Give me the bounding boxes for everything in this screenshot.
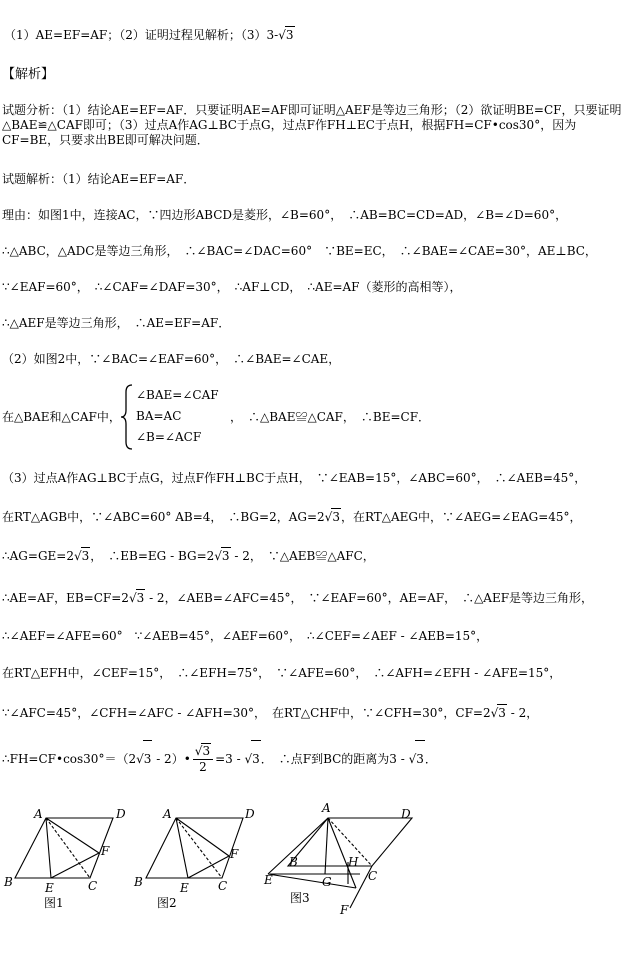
solution-line-1: 试题解析：（1）结论AE=EF=AF． (2, 172, 196, 186)
sqrt-radicand: 3 (332, 510, 340, 524)
answer-part2: （2）证明过程见解析； (119, 28, 241, 42)
solution-line-10 (2, 547, 375, 564)
solution-line-11 (2, 589, 593, 606)
line14-text-a: ∵∠AFC=45°，∠CFH=∠AFC - ∠AFH=30°， 在RT△CHF中，∵∠CFH=30°，CF=2 (2, 706, 491, 720)
line15-text-a: ∴FH=CF•cos30°＝（2 (2, 752, 137, 766)
answer-part3: （3）3- (240, 28, 279, 42)
sqrt-radicand: 3 (498, 706, 506, 720)
sqrt-radicand: 3 (251, 740, 261, 777)
fig2-caption: 图2 (157, 896, 177, 910)
line11-text-b: - 2，∠AEB=∠AFC=45°， ∵∠EAF=60°，AE=AF， ∴△AEF是等边三角形， (145, 591, 594, 605)
sqrt-radicand: 3 (415, 740, 425, 777)
fig2-label-C: C (218, 879, 228, 893)
fig1-label-A: A (34, 807, 43, 821)
line15-text-e: ． (424, 752, 437, 766)
solution-line-2: 理由：如图1中，连接AC，∵四边形ABCD是菱形，∠B=60°， ∴AB=BC=CD=AD，∠B=∠D=60°， (2, 208, 568, 222)
geometry-figures (0, 796, 630, 921)
section-heading: 【解析】 (2, 67, 55, 82)
sqrt-sign: √ (324, 510, 333, 524)
fig1-label-C: C (88, 879, 98, 893)
fig1-label-F: F (101, 844, 110, 858)
figure-1 (15, 818, 113, 878)
condition-2: BA=AC (136, 409, 182, 423)
condition-3: ∠B=∠ACF (136, 430, 202, 444)
sqrt-radicand: 3 (285, 28, 294, 42)
line15-text-c: =3 - (215, 752, 245, 766)
solution-line-4: ∵∠EAF=60°， ∴∠CAF=∠DAF=30°， ∴AF⊥CD， ∴AE=AF（菱形的高相等）， (2, 280, 462, 294)
solution-line-6: （2）如图2中，∵∠BAC=∠EAF=60°， ∴∠BAE=∠CAE， (2, 352, 341, 366)
system-conditions (136, 385, 219, 448)
line9-text-b: ，在RT△AEG中，∵∠AEG=∠EAG=45°， (340, 510, 582, 524)
sqrt-sign: √ (128, 591, 137, 605)
fig3-label-B: B (289, 855, 298, 869)
sqrt-radicand: 3 (136, 591, 145, 605)
solution-line-15 (2, 740, 437, 777)
sqrt-sign: √ (194, 744, 203, 758)
fraction (193, 744, 213, 775)
fig3-label-F: F (340, 903, 349, 917)
sqrt-radicand: 3 (81, 549, 90, 563)
fig2-label-A: A (163, 807, 172, 821)
line10-text-b: ， ∴EB=EG - BG=2 (90, 549, 215, 563)
fraction-denominator: 2 (199, 760, 207, 774)
system-conclusion: ， ∴△BAE≌△CAF， ∴BE=CF． (230, 410, 431, 424)
line10-text-c: - 2， ∵△AEB≌△AFC， (230, 549, 375, 563)
left-brace-icon (120, 384, 134, 450)
fig2-label-D: D (245, 807, 255, 821)
sqrt-radicand: 3 (143, 740, 153, 777)
line9-text-a: 在RT△AGB中，∵∠ABC=60° AB=4， ∴BG=2，AG=2 (2, 510, 325, 524)
fig2-label-B: B (134, 875, 143, 889)
fraction-numerator: 3 (202, 744, 211, 758)
line15-text-d: ． ∴点F到BC的距离为3 - (260, 752, 409, 766)
line11-text-a: ∴AE=AF，EB=CF=2 (2, 591, 129, 605)
solution-line-13: 在RT△EFH中，∠CEF=15°， ∴∠EFH=75°， ∵∠AFE=60°， ∴∠AFH=∠EFH - ∠AFE=15°， (2, 666, 562, 680)
fig3-label-D: D (401, 807, 411, 821)
fig2-label-F: F (230, 847, 239, 861)
solution-line-3: ∴△ABC，△ADC是等边三角形， ∴∠BAC=∠DAC=60° ∵BE=EC， ∴∠BAE=∠CAE=30°，AE⊥BC， (2, 244, 597, 258)
sqrt-sign: √ (73, 549, 82, 563)
solution-line-9 (2, 508, 582, 525)
fig1-label-B: B (4, 875, 13, 889)
sqrt-sign: √ (136, 752, 144, 766)
fig1-label-D: D (116, 807, 126, 821)
solution-line-5: ∴△AEF是等边三角形， ∴AE=EF=AF． (2, 316, 231, 330)
fig1-caption: 图1 (44, 896, 64, 910)
fig3-caption: 图3 (290, 891, 310, 905)
figure-2 (146, 818, 243, 878)
sqrt-sign: √ (214, 549, 222, 563)
sqrt-sign: √ (490, 706, 499, 720)
sqrt-sign: √ (244, 752, 253, 766)
analysis-paragraph: 试题分析：（1）结论AE=EF=AF．只要证明AE=AF即可证明△AEF是等边三角形；（2）欲证明BE=CF，只要证明△BAE≌△CAF即可；（3）过点A作AG⊥BC于点G，过点F作FH⊥EC于点H，根据FH=CF•cos30°，因为CF=BE，只要求出BE即可解决问题． (2, 103, 622, 147)
fig3-label-H: H (348, 855, 359, 869)
solution-line-12: ∴∠AEF=∠AFE=60° ∵∠AEB=45°，∠AEF=60°， ∴∠CEF=∠AEF - ∠AEB=15°， (2, 629, 489, 643)
answer-part1: （1）AE=EF=AF； (4, 28, 120, 42)
fig3-label-G: G (322, 875, 332, 889)
fig3-label-E: E (264, 873, 273, 887)
fig2-label-E: E (180, 881, 189, 895)
line10-text-a: ∴AG=GE=2 (2, 549, 74, 563)
line14-text-b: - 2， (506, 706, 539, 720)
sqrt-radicand: 3 (221, 549, 230, 563)
fig3-label-C: C (368, 869, 378, 883)
solution-line-8: （3）过点A作AG⊥BC于点G，过点F作FH⊥BC于点H， ∵∠EAB=15°，∠ABC=60°， ∴∠AEB=45°， (2, 471, 587, 485)
answer-line (4, 26, 295, 43)
condition-1: ∠BAE=∠CAF (136, 388, 219, 402)
fig1-label-E: E (45, 881, 54, 895)
solution-line-14 (2, 704, 538, 721)
sqrt-sign: √ (408, 752, 417, 766)
sqrt-sign: √ (278, 28, 286, 42)
system-prefix: 在△BAE和△CAF中， (2, 410, 121, 424)
fig3-label-A: A (322, 801, 331, 815)
line15-text-b: - 2）• (152, 752, 191, 766)
